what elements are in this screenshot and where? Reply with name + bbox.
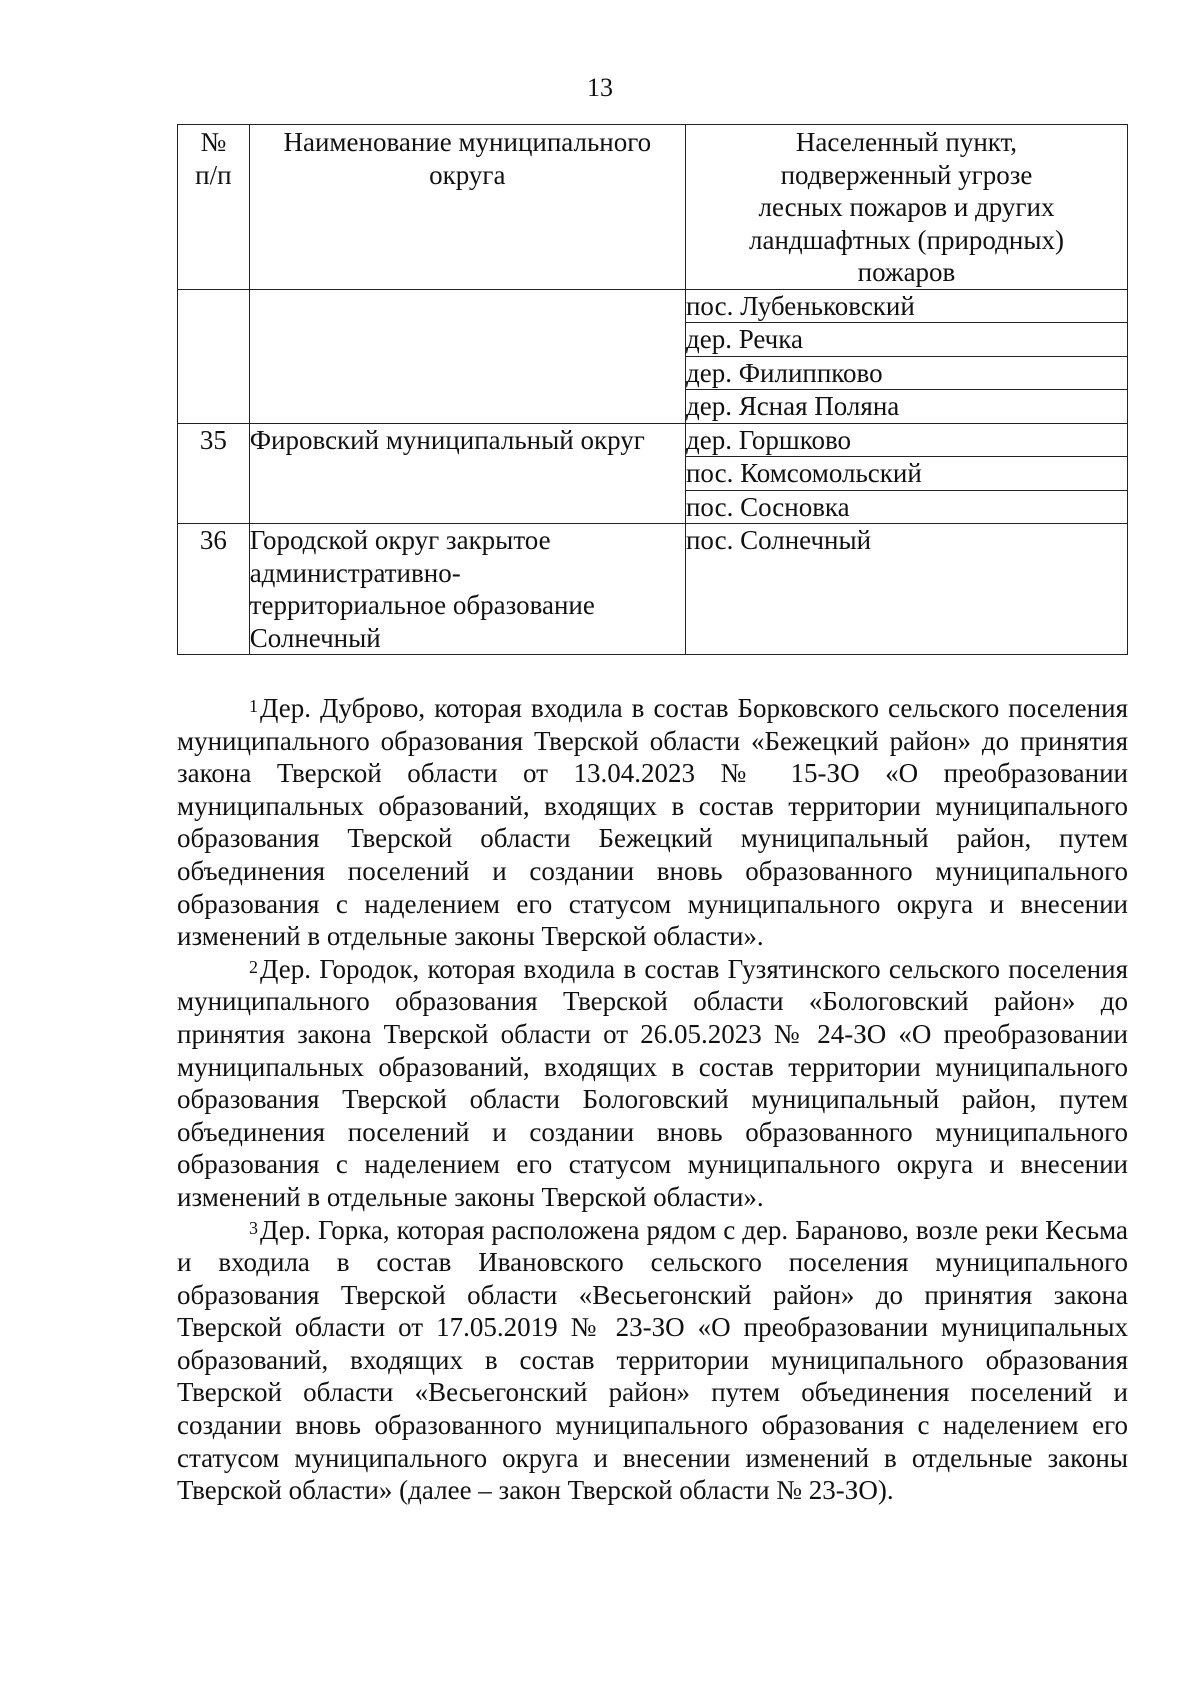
place-cell: дер. Филиппково bbox=[685, 356, 1127, 390]
table-row bbox=[178, 289, 1128, 323]
header-place bbox=[685, 125, 1127, 290]
header-num bbox=[178, 125, 250, 290]
settlements-table bbox=[177, 124, 1128, 655]
page-number bbox=[0, 72, 1200, 104]
row-number-cell: 35 bbox=[178, 423, 250, 524]
footnotes bbox=[177, 692, 1128, 1507]
row-number-cell: 36 bbox=[178, 524, 250, 655]
table-header-row bbox=[178, 125, 1128, 290]
table-row bbox=[178, 423, 1128, 457]
footnote-mark: 3 bbox=[249, 1217, 258, 1238]
place-cell: пос. Комсомольский bbox=[685, 457, 1127, 491]
page-number-text: 13 bbox=[587, 73, 613, 102]
footnote-mark: 2 bbox=[249, 956, 258, 977]
table-row bbox=[178, 524, 1128, 655]
place-cell: пос. Сосновка bbox=[685, 490, 1127, 524]
header-place-text: Населенный пункт, подверженный угрозе лесных пожаров и других ландшафтных (природных) пожаров bbox=[748, 127, 1064, 287]
footnote-text: Дер. Дуброво, которая входила в состав Борковского сельского поселения муниципального образования Тверской области «Бежецкий район» до принятия закона Тверской области от 13.04.2023 № 15-ЗО «О преобразовании муниципальных образований, входящих в состав территории муниципального образования Тверской области Бежецкий муниципальный район, путем объединения поселений и создании вновь образованного муниципального образования с наделением его статусом муниципального округа и внесении изменений в отдельные законы Тверской области». bbox=[177, 693, 1128, 952]
district-name-cell: Фировский муниципальный округ bbox=[249, 423, 685, 524]
footnote-1 bbox=[177, 692, 1128, 953]
continued-num-cell bbox=[178, 289, 250, 423]
header-district-text: Наименование муниципального округа bbox=[283, 127, 652, 190]
continued-district-cell bbox=[249, 289, 685, 423]
place-cell: дер. Горшково bbox=[685, 423, 1127, 457]
place-cell: дер. Речка bbox=[685, 323, 1127, 357]
footnote-text: Дер. Городок, которая входила в состав Гузятинского сельского поселения муниципального образования Тверской области «Бологовский район» до принятия закона Тверской области от 26.05.2023 № 24-ЗО «О преобразовании муниципальных образований, входящих в состав территории муниципального образования Тверской области Бологовский муниципальный район, путем объединения поселений и создании вновь образованного муниципального образования с наделением его статусом муниципального округа и внесении изменений в отдельные законы Тверской области». bbox=[177, 953, 1128, 1212]
district-name-cell: Городской округ закрытое административно- территориальное образование Солнечный bbox=[249, 524, 685, 655]
header-district bbox=[249, 125, 685, 290]
place-cell: пос. Лубеньковский bbox=[685, 289, 1127, 323]
footnote-2 bbox=[177, 953, 1128, 1214]
place-cell: пос. Солнечный bbox=[685, 524, 1127, 655]
footnote-3 bbox=[177, 1214, 1128, 1507]
header-num-text: № п/п bbox=[195, 127, 232, 190]
footnote-mark: 1 bbox=[249, 696, 258, 716]
footnote-text: Дер. Горка, которая расположена рядом с дер. Бараново, возле реки Кесьма и входила в состав Ивановского сельского поселения муниципального образования Тверской области «Весьегонский район» до принятия закона Тверской области от 17.05.2019 № 23-ЗО «О преобразовании муниципальных образований, входящих в состав территории муниципального образования Тверской области «Весьегонский район» путем объединения поселений и создании вновь образованного муниципального образования с наделением его статусом муниципального округа и внесении изменений в отдельные законы Тверской области» (далее – закон Тверской области № 23-ЗО). bbox=[177, 1214, 1128, 1506]
place-cell: дер. Ясная Поляна bbox=[685, 390, 1127, 424]
